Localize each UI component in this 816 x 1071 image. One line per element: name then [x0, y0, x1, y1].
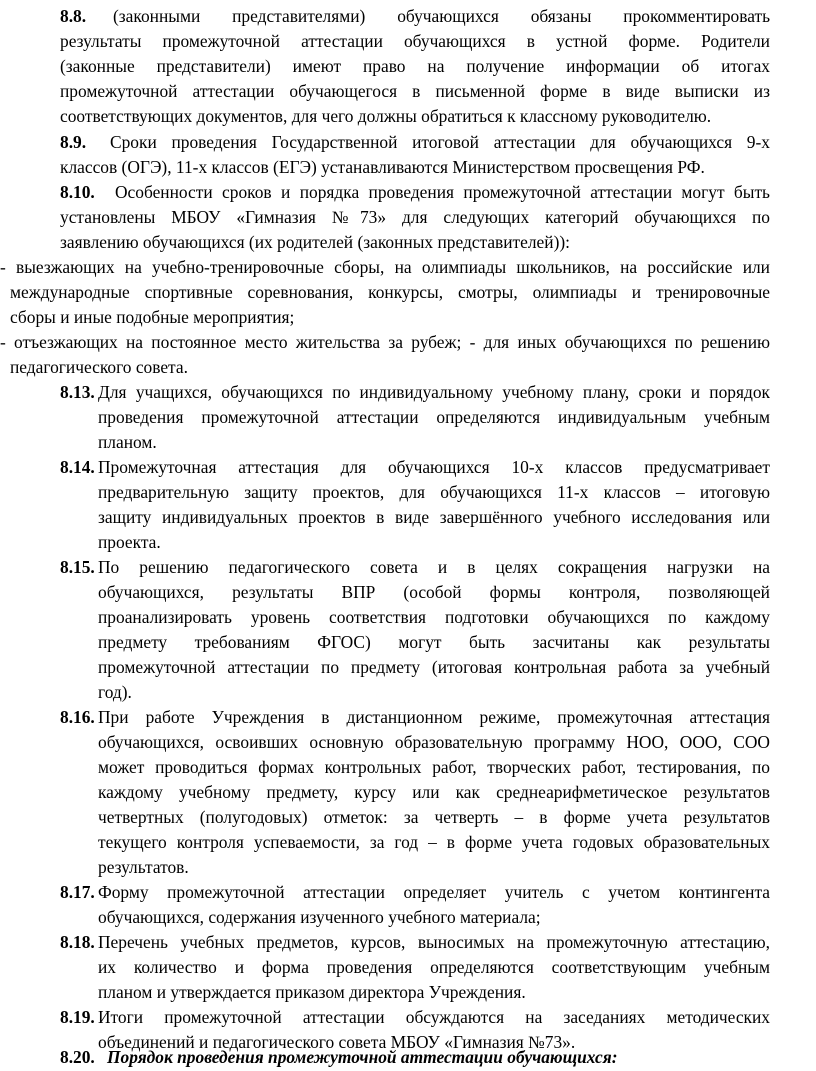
section-number: 8.10. — [60, 182, 95, 202]
text-line: год). — [98, 682, 132, 702]
text-line: (законными представителями) обучающихся обязаны прокомментировать — [113, 6, 770, 26]
text-line: международные спортивные соревнования, конкурсы, смотры, олимпиады и тренировочные — [10, 282, 770, 302]
section-number: 8.9. — [60, 132, 87, 152]
section-number: 8.17. — [60, 882, 95, 902]
section-number: 8.8. — [60, 6, 87, 26]
text-line: каждому учебному предмету, курсу или как среднеарифметическое результатов — [98, 782, 770, 802]
section-number: 8.15. — [60, 557, 95, 577]
text-line: педагогического совета. — [10, 357, 188, 377]
section-number: 8.13. — [60, 382, 95, 402]
section-number: 8.19. — [60, 1007, 95, 1027]
section-number: 8.16. — [60, 707, 95, 727]
section-number: 8.20. — [60, 1047, 95, 1067]
text-line: Перечень учебных предметов, курсов, выносимых на промежуточную аттестацию, — [98, 932, 770, 952]
text-line: установлены МБОУ «Гимназия №73» для следующих категорий обучающихся по — [60, 207, 770, 227]
text-line: проведения промежуточной аттестации определяются индивидуальным учебным — [98, 407, 770, 427]
text-line: При работе Учреждения в дистанционном режиме, промежуточная аттестация — [98, 707, 770, 727]
text-line: обучающихся, освоивших основную образовательную программу НОО, ООО, СОО — [98, 732, 770, 752]
text-line: планом и утверждается приказом директора Учреждения. — [98, 982, 526, 1002]
text-line: промежуточной аттестации обучающегося в письменной форме в виде выписки из — [60, 81, 770, 101]
text-line: заявлению обучающихся (их родителей (законных представителей)): — [60, 232, 570, 252]
section-heading: Порядок проведения промежуточной аттестации обучающихся: — [107, 1047, 618, 1067]
text-line: четвертных (полугодовых) отметок: за четверть – в форме учета результатов — [98, 807, 770, 827]
text-line: - выезжающих на учебно-тренировочные сборы, на олимпиады школьников, на российские или — [0, 257, 770, 277]
text-line: Особенности сроков и порядка проведения промежуточной аттестации могут быть — [115, 182, 770, 202]
text-line: их количество и форма проведения определяются соответствующим учебным — [98, 957, 770, 977]
text-line: (законные представители) имеют право на получение информации об итогах — [60, 56, 770, 76]
text-line: Сроки проведения Государственной итоговой аттестации для обучающихся 9-х — [110, 132, 770, 152]
text-line: предварительную защиту проектов, для обучающихся 11-х классов – итоговую — [98, 482, 770, 502]
text-line: Форму промежуточной аттестации определяет учитель с учетом контингента — [98, 882, 770, 902]
text-line: обучающихся, результаты ВПР (особой формы контроля, позволяющей — [98, 582, 770, 602]
text-line: промежуточной аттестации по предмету (итоговая контрольная работа за учебный — [98, 657, 770, 677]
text-line: проанализировать уровень соответствия подготовки обучающихся по каждому — [98, 607, 770, 627]
text-line: текущего контроля успеваемости, за год – в форме учета годовых образовательных — [98, 832, 770, 852]
text-line: проекта. — [98, 532, 161, 552]
text-line: объединений и педагогического совета МБОУ «Гимназия №73». — [98, 1032, 576, 1052]
text-line: результатов. — [98, 857, 189, 877]
text-line: соответствующих документов, для чего должны обратиться к классному руководителю. — [60, 106, 712, 126]
text-line: Промежуточная аттестация для обучающихся 10-х классов предусматривает — [98, 457, 770, 477]
text-line: обучающихся, содержания изученного учебного материала; — [98, 907, 541, 927]
text-line: защиту индивидуальных проектов в виде завершённого учебного исследования или — [98, 507, 770, 527]
text-line: По решению педагогического совета и в целях сокращения нагрузки на — [98, 557, 770, 577]
section-number: 8.14. — [60, 457, 95, 477]
text-line: - отъезжающих на постоянное место жительства за рубеж; - для иных обучающихся по решению — [0, 332, 770, 352]
text-line: сборы и иные подобные мероприятия; — [10, 307, 295, 327]
text-line: результаты промежуточной аттестации обучающихся в устной форме. Родители — [60, 31, 770, 51]
text-line: Итоги промежуточной аттестации обсуждаются на заседаниях методических — [98, 1007, 770, 1027]
section-number: 8.18. — [60, 932, 95, 952]
text-line: предмету требованиям ФГОС) могут быть засчитаны как результаты — [98, 632, 770, 652]
text-line: классов (ОГЭ), 11-х классов (ЕГЭ) устанавливаются Министерством просвещения РФ. — [60, 157, 705, 177]
text-line: может проводиться формах контрольных работ, творческих работ, тестирования, по — [98, 757, 770, 777]
text-line: Для учащихся, обучающихся по индивидуальному учебному плану, сроки и порядок — [98, 382, 770, 402]
text-line: планом. — [98, 432, 157, 452]
